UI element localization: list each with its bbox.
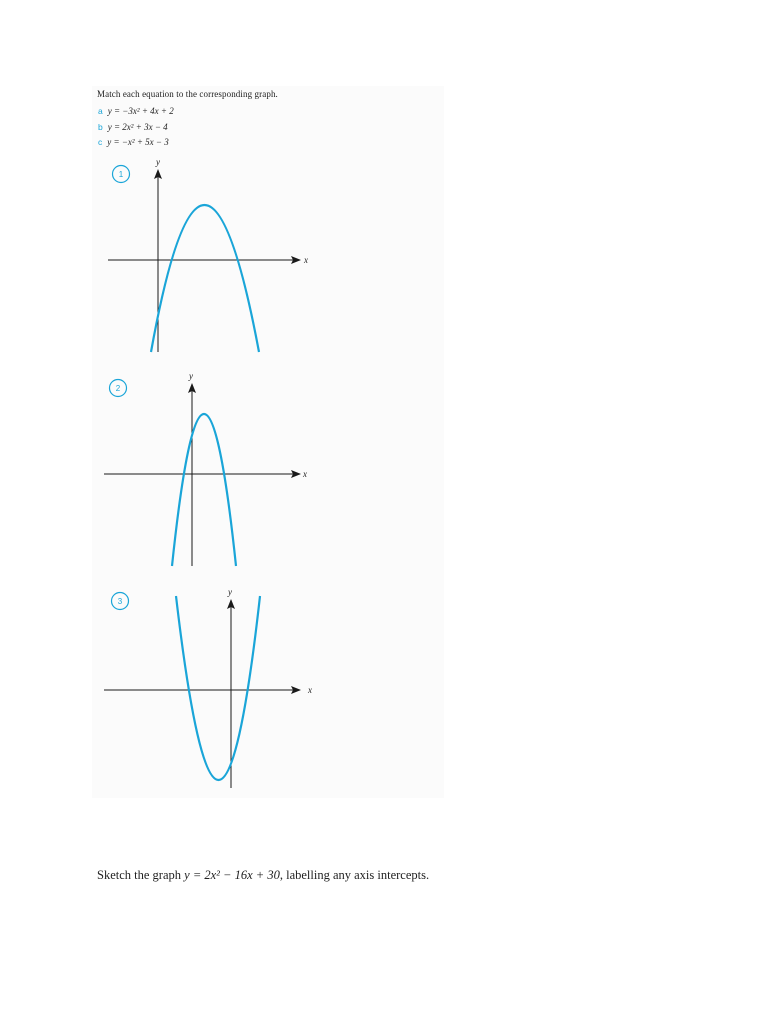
y-axis-label: y [156,157,160,167]
question-suffix: , labelling any axis intercepts. [279,868,430,882]
x-axis-label: x [303,469,307,479]
question-equation: y = 2x² − 16x + 30 [184,868,280,882]
parabola-curve [151,205,259,352]
x-axis-label: x [308,685,312,695]
option-letter: b [98,122,103,132]
option-equation: y = −3x² + 4x + 2 [107,106,174,116]
graph-2 [104,371,307,566]
y-axis-label: y [228,587,232,597]
option-equation: y = −x² + 5x − 3 [107,137,169,147]
option-letter: c [98,137,103,147]
sketch-question [97,868,429,883]
graph-number: 2 [115,384,121,393]
option-equation: y = 2x² + 3x − 4 [107,122,168,132]
graph-1 [108,157,308,352]
graph-number: 3 [117,597,123,606]
y-axis-label: y [189,371,193,381]
parabola-curve [176,596,260,780]
parabola-curve [172,414,236,566]
instruction-text: Match each equation to the corresponding graph. [97,89,278,99]
question-prefix: Sketch the graph [97,868,185,882]
graph-number: 1 [118,170,124,179]
option-letter: a [98,106,103,116]
x-axis-label: x [304,255,308,265]
graph-3 [104,587,312,788]
